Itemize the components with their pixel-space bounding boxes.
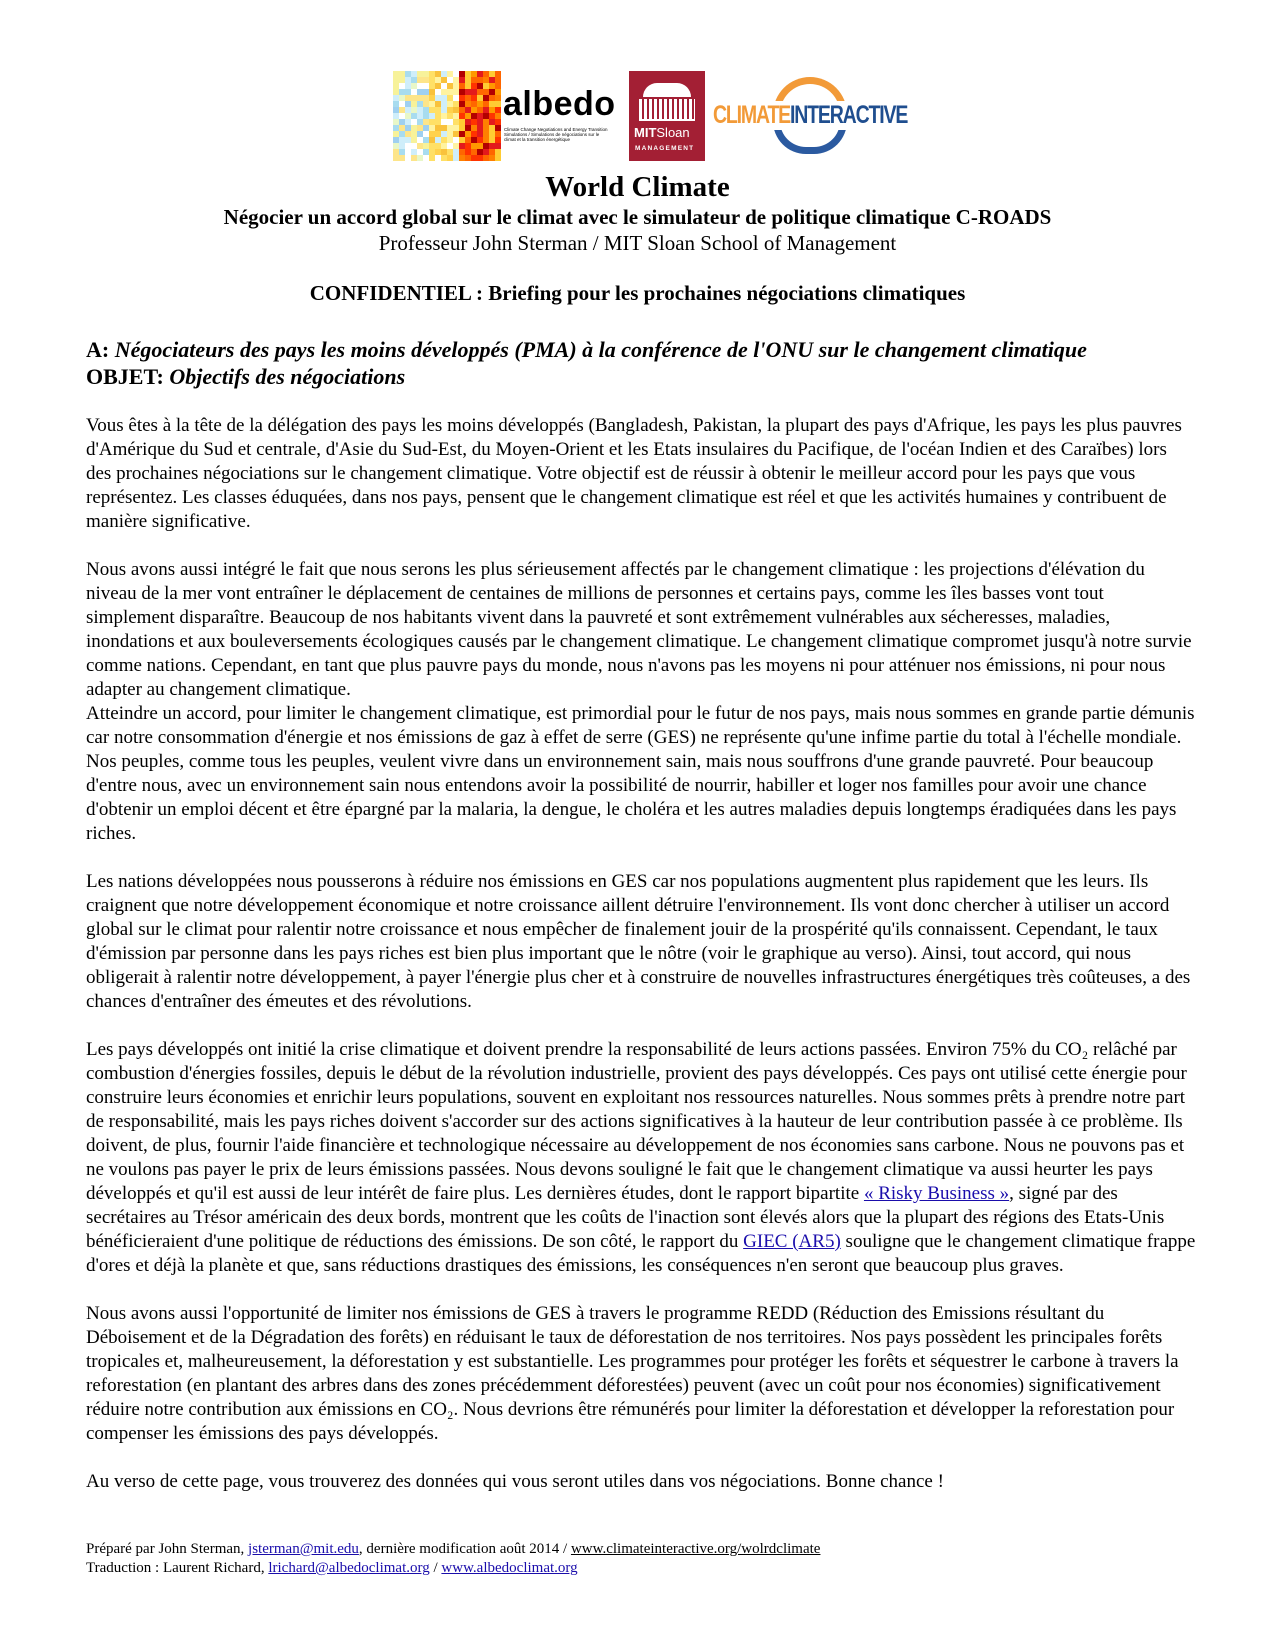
footer-text: / [429, 1560, 442, 1576]
memo-meta [86, 336, 1087, 390]
document-body [86, 414, 1196, 1518]
confidential-heading: CONFIDENTIEL : Briefing pour les prochaines négociations climatiques [309, 281, 966, 305]
albedo-logo [501, 71, 619, 161]
dome-icon [643, 83, 691, 97]
paragraph-text: , signé par des secrétaires au Trésor américain des deux bords, montrent que les coûts de l'inaction sont élevés alors que la plupart des régions des Etats-Unis bénéficieraient d'une politique de réductions des émissions. De son côté, le rapport du [86, 1183, 1165, 1252]
paragraph: Les nations développées nous pousserons à réduire nos émissions en GES car nos populations augmentent plus rapidement que les leurs. Ils craignent que notre développement économique et notre croissance aillent détruire l'environnement. Ils vont donc chercher à utiliser un accord global sur le climat pour ralentir notre croissance et nous empêcher de finalement jouir de la prospérité qu'ils connaissent. Cependant, le taux d'émission par personne dans les pays riches est bien plus important que le nôtre (voir le graphique au verso). Ainsi, tout accord, qui nous obligerait à ralentir notre développement, à payer l'énergie plus cher et à construire de nouvelles infrastructures énergétiques très coûteuses, a des chances d'entraîner des émeutes et des révolutions. [86, 871, 1191, 1012]
paragraph: Nous avons aussi intégré le fait que nous serons les plus sérieusement affectés par le changement climatique : les projections d'élévation du niveau de la mer vont entraîner le déplacement de centaines de millions de personnes et certains pays, comme les îles basses vont tout simplement disparaître. Beaucoup de nos habitants vivent dans la pauvreté et sont extrêmement vulnérables aux sécheresses, maladies, inondations et aux bouleversements écologiques causés par le changement climatique. Le changement climatique compromet jusqu'à notre survie comme nations. Cependant, en tant que plus pauvre pays du monde, nous n'avons pas les moyens ni pour atténuer nos émissions, ni pour nous adapter au changement climatique. [86, 559, 1192, 700]
paragraph-text: souligne que le changement climatique frappe d'ores et déjà la planète et que, sans réductions drastiques des émissions, les conséquences n'en seront que beaucoup plus graves. [86, 1231, 1196, 1276]
document-subtitle: Négocier un accord global sur le climat avec le simulateur de politique climatique C-ROADS [223, 205, 1052, 229]
to-label: A: [86, 337, 110, 362]
document-footer [86, 1540, 820, 1578]
footer-text: , dernière modification août 2014 / [358, 1541, 571, 1557]
ci-logo-part1: CLIMATE [713, 101, 791, 129]
climate-interactive-logo [713, 71, 908, 161]
albedo-logo-word: albedo [503, 85, 616, 123]
subject-value: Objectifs des négociations [169, 364, 406, 389]
risky-business-link[interactable]: « Risky Business » [863, 1183, 1010, 1204]
paragraph: Au verso de cette page, vous trouverez des données qui vous seront utiles dans vos négociations. Bonne chance ! [86, 1471, 944, 1492]
climateinteractive-url-link[interactable]: www.climateinteractive.org/wolrdclimate [570, 1541, 821, 1557]
footer-line-2 [86, 1559, 820, 1578]
paragraph-text: Les pays développés ont initié la crise climatique et doivent prendre la responsabilité de leurs actions passées. Environ 75% du CO₂ relâché par combustion d'énergies fossiles, depuis le début de la révolution industrielle, provient des pays développés. Ces pays ont utilisé cette énergie pour construire leurs économies et enrichir leurs populations, souvent en exploitant nos ressources naturelles. Nous sommes prêts à prendre notre part de responsabilité, mais les pays riches doivent s'accorder sur des actions significatives à la hauteur de leur contribution passée à ce problème. Ils doivent, de plus, fournir l'aide financière et technologique nécessaire au développement de nos économies sans carbone. Nous ne pouvons pas et ne voulons pas payer le prix de leurs émissions passées. Nous devons souligné le fait que le changement climatique va aussi heurter les pays développés et qu'il est aussi de leur intérêt de faire plus. Les dernières études, dont le rapport bipartite [86, 1039, 1187, 1204]
albedo-logo-subtitle: Climate Change Negotiations and Energy Transition Simulations / Simulations de négociations sur le climat et la transition énergétique [504, 127, 608, 142]
email-link-jsterman[interactable]: jsterman@mit.edu [248, 1541, 359, 1557]
mit-logo-name: Sloan [656, 125, 690, 140]
email-link-lrichard[interactable]: lrichard@albedoclimat.org [268, 1560, 430, 1576]
columns-icon [639, 99, 695, 121]
footer-text: Préparé par John Sterman, [86, 1541, 249, 1557]
paragraph: Atteindre un accord, pour limiter le changement climatique, est primordial pour le futur de nos pays, mais nous sommes en grande partie démunis car notre consommation d'énergie et nos émissions de gaz à effet de serre (GES) ne représente qu'une infime partie du total à l'échelle mondiale. Nos peuples, comme tous les peuples, veulent vivre dans un environnement sain, mais nous souffrons d'une grande pauvreté. Pour beaucoup d'entre nous, avec un environnement sain nous entendons avoir la possibilité de nourrir, habiller et loger nos familles pour avoir une chance d'obtenir un emploi décent et être épargné par la malaria, la dengue, le choléra et les autres maladies depuis longtemps éradiquées dans les pays riches. [86, 703, 1195, 844]
memo-subject [86, 363, 1087, 390]
to-value: Négociateurs des pays les moins développés (PMA) à la conférence de l'ONU sur le changement climatique [114, 337, 1087, 362]
albedo-mosaic-logo [393, 71, 501, 161]
paragraph: Nous avons aussi l'opportunité de limiter nos émissions de GES à travers le programme REDD (Réduction des Emissions résultant du Déboisement et de la Dégradation des forêts) en réduisant le taux de déforestation de nos territoires. Nos pays possèdent les principales forêts tropicales et, malheureusement, la déforestation y est substantielle. Les programmes pour protéger les forêts et séquestrer le carbone à travers la reforestation (en plantant des arbres dans des zones précédemment déforestées) peuvent (avec un coût pour nos économies) significativement réduire notre contribution aux émissions en CO₂. Nous devrions être rémunérés pour limiter la déforestation et développer la reforestation pour compenser les émissions des pays développés. [86, 1303, 1179, 1444]
albedoclimat-url-link[interactable]: www.albedoclimat.org [441, 1560, 578, 1576]
footer-text: Traduction : Laurent Richard, [86, 1560, 269, 1576]
document-title: World Climate [545, 171, 730, 203]
mit-sloan-logo [629, 71, 705, 161]
memo-to [86, 336, 1087, 363]
paragraph: Vous êtes à la tête de la délégation des pays les moins développés (Bangladesh, Pakistan, la plupart des pays d'Afrique, les pays les plus pauvres d'Amérique du Sud et centrale, d'Asie du Sud-Est, du Moyen-Orient et les Etats insulaires du Pacifique, de l'océan Indien et des Caraïbes) lors des prochaines négociations sur le changement climatique. Votre objectif est de réussir à obtenir le meilleur accord pour les pays que vous représentez. Les classes éduquées, dans nos pays, pensent que le changement climatique est réel et que les activités humaines y contribuent de manière significative. [86, 415, 1182, 532]
footer-line-1 [86, 1540, 820, 1559]
giec-ar5-link[interactable]: GIEC (AR5) [743, 1231, 841, 1252]
paragraph [86, 1038, 1196, 1278]
document-header [0, 170, 1275, 306]
ci-logo-part2: INTERACTIVE [790, 101, 908, 129]
logo-bar [393, 71, 908, 161]
subject-label: OBJET: [86, 364, 164, 389]
mit-logo-bold: MIT [634, 125, 657, 140]
document-author: Professeur John Sterman / MIT Sloan School of Management [378, 231, 897, 255]
mit-logo-sub: MANAGEMENT [635, 145, 695, 152]
